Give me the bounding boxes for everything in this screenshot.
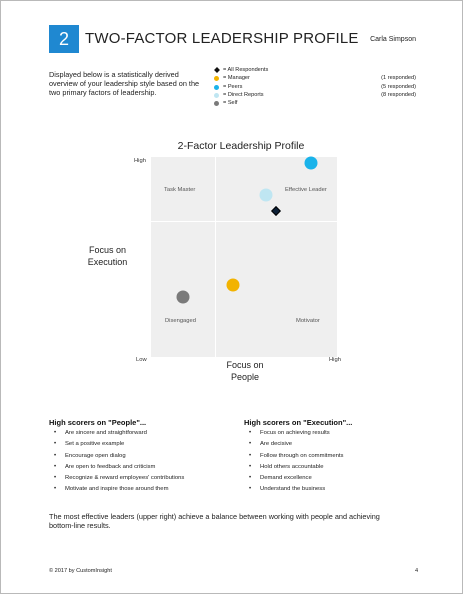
blue-circle-icon [214,85,219,90]
bullet-icon: • [249,441,252,448]
legend-item-self [211,100,416,108]
chart-point-all-respondents [271,206,281,216]
x-axis-low-label: Low [136,357,147,363]
bullet-icon: • [54,441,57,448]
chart-point-self [176,291,189,304]
legend [211,67,416,115]
yellow-circle-icon [214,76,219,81]
chart-point-manager [226,279,239,292]
list-item-text: Understand the business [260,486,326,493]
x-axis-high-label: High [329,357,341,363]
light-blue-circle-icon [214,93,219,98]
summary-note: The most effective leaders (upper right) achieve a balance between working with people and achieving bottom-line results. [49,512,380,530]
bullet-icon: • [54,463,57,470]
list-item-text: Follow through on commitments [260,452,344,459]
page-number: 4 [415,568,419,574]
list-item-text: Motivate and inspire those around them [65,486,169,493]
legend-count: (1 responded) [381,75,416,82]
list-item-text: Recognize & reward employees' contributions [65,475,185,482]
list-item-text: Hold others accountable [260,463,324,470]
bullet-icon: • [249,486,252,493]
legend-label: = Direct Reports [223,91,264,98]
legend-count: (5 responded) [381,83,416,90]
list-item-text: Are open to feedback and criticism [65,463,156,470]
quadrant-label-motivator: Motivator [296,318,320,324]
chart-point-peers [304,157,317,170]
bullet-icon: • [249,475,252,482]
legend-label: = Peers [223,83,243,90]
diamond-icon [214,67,220,73]
bullet-icon: • [54,475,57,482]
legend-count: (8 responded) [381,91,416,98]
bullet-icon: • [54,486,57,493]
legend-item-all-respondents [211,67,416,75]
leadership-profile-chart [151,157,337,357]
y-axis-label: Focus on Execution [87,245,128,267]
list-item [54,462,239,473]
quadrant-label-disengaged: Disengaged [165,318,196,324]
execution-heading: High scorers on "Execution"... [244,418,353,427]
chart-title: 2-Factor Leadership Profile [177,140,305,152]
legend-item-direct-reports [211,92,416,100]
y-axis-high-label: High [134,158,146,164]
bullet-icon: • [54,430,57,436]
legend-item-manager [211,75,416,83]
list-item [249,484,419,495]
quadrant-label-task-master: Task Master [164,187,196,193]
list-item [249,473,419,484]
person-name: Carla Simpson [370,36,416,43]
legend-item-peers [211,84,416,92]
chart-point-direct-reports [260,189,273,202]
list-item [249,428,419,439]
list-item-text: Encourage open dialog [65,452,126,459]
list-item [54,439,239,450]
vertical-divider [215,157,216,357]
quadrant-label-effective-leader: Effective Leader [285,187,327,193]
list-item [249,451,419,462]
list-item-text: Demand excellence [260,475,312,482]
list-item [54,451,239,462]
section-number-badge: 2 [49,25,79,53]
bullet-icon: • [249,430,252,436]
people-bullet-list [54,428,239,496]
gray-circle-icon [214,101,219,106]
legend-label: = All Respondents [223,67,269,73]
list-item [54,428,239,439]
people-heading: High scorers on "People"... [49,418,147,427]
copyright: © 2017 by CustomInsight [49,568,112,574]
intro-text: Displayed below is a statistically derived overview of your leadership style based on the two primary factors of leadership. [49,70,200,97]
execution-bullet-list [249,428,419,496]
bullet-icon: • [249,452,252,459]
bullet-icon: • [54,452,57,459]
list-item-text: Focus on achieving results [260,430,330,436]
x-axis-label: Focus on People [226,360,264,382]
list-item [249,462,419,473]
list-item-text: Are decisive [260,441,293,448]
list-item [54,484,239,495]
legend-label: = Manager [223,75,250,82]
legend-label: = Self [223,100,238,107]
page-title: TWO-FACTOR LEADERSHIP PROFILE [85,30,359,47]
list-item-text: Are sincere and straightforward [65,430,147,436]
bullet-icon: • [249,463,252,470]
horizontal-divider [151,221,337,222]
list-item [54,473,239,484]
list-item-text: Set a positive example [65,441,125,448]
list-item [249,439,419,450]
